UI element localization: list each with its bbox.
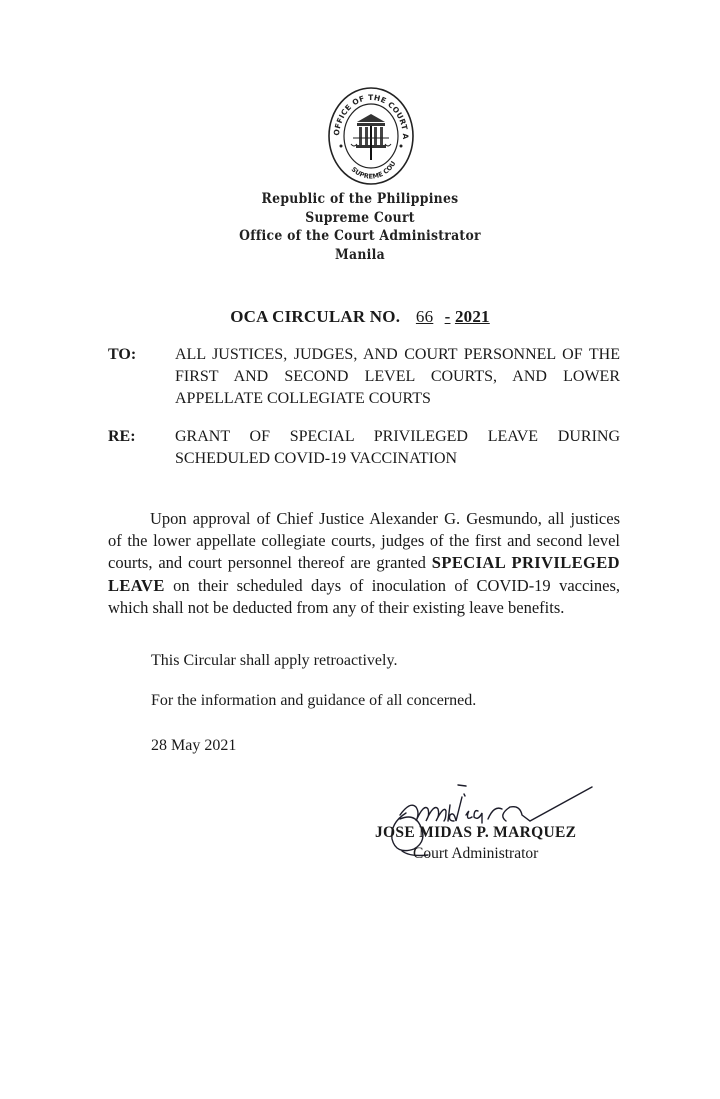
re-value: GRANT OF SPECIAL PRIVILEGED LEAVE DURING SCHEDULED COVID-19 VACCINATION xyxy=(175,428,620,467)
guidance-statement: For the information and guidance of all concerned. xyxy=(151,692,477,709)
circular-separator: - xyxy=(444,307,451,326)
body-text-part2: on their scheduled days of inoculation of COVID-19 vaccines, which shall not be deducted from any of their existing leave benefits. xyxy=(108,575,620,617)
to-field xyxy=(108,344,620,410)
circular-number: 66 xyxy=(415,307,434,326)
circular-prefix: OCA CIRCULAR NO. xyxy=(230,307,401,326)
letterhead-republic: Republic of the Philippines xyxy=(261,191,459,207)
letterhead-office: Office of the Court Administrator xyxy=(239,228,481,244)
to-label: TO: xyxy=(108,346,137,363)
body-text-part1: Upon approval of Chief Justice Alexander G. Gesmundo, all justices of the lower appellate collegiate courts, judges of the first and second level courts, and court personnel thereof are granted xyxy=(108,509,620,573)
svg-text:SUPREME COURT: SUPREME COU xyxy=(349,159,398,181)
body-bold-leave: SPECIAL PRIVILEGED LEAVE xyxy=(108,553,620,595)
body-paragraph xyxy=(108,508,620,619)
circular-title xyxy=(0,307,720,327)
signatory-title: Court Administrator xyxy=(413,845,539,862)
signatory-name: JOSE MIDAS P. MARQUEZ xyxy=(375,824,577,841)
to-value: ALL JUSTICES, JUDGES, AND COURT PERSONNEL OF THE FIRST AND SECOND LEVEL COURTS, AND LOWER APPELLATE COLLEGIATE COURTS xyxy=(175,346,620,407)
svg-text:OFFICE OF THE COURT ADMINISTRA: OFFICE OF THE COURT A xyxy=(331,92,411,140)
letterhead xyxy=(0,190,720,264)
office-of-the-court-administrator-seal-icon xyxy=(327,86,415,186)
letterhead-supreme-court: Supreme Court xyxy=(305,209,415,226)
circular-year: 2021 xyxy=(454,307,490,326)
retroactive-statement: This Circular shall apply retroactively. xyxy=(151,652,398,669)
re-label: RE: xyxy=(108,428,136,445)
letterhead-city: Manila xyxy=(335,246,385,263)
court-seal xyxy=(327,86,415,186)
re-field xyxy=(108,426,620,470)
document-date: 28 May 2021 xyxy=(151,737,237,754)
